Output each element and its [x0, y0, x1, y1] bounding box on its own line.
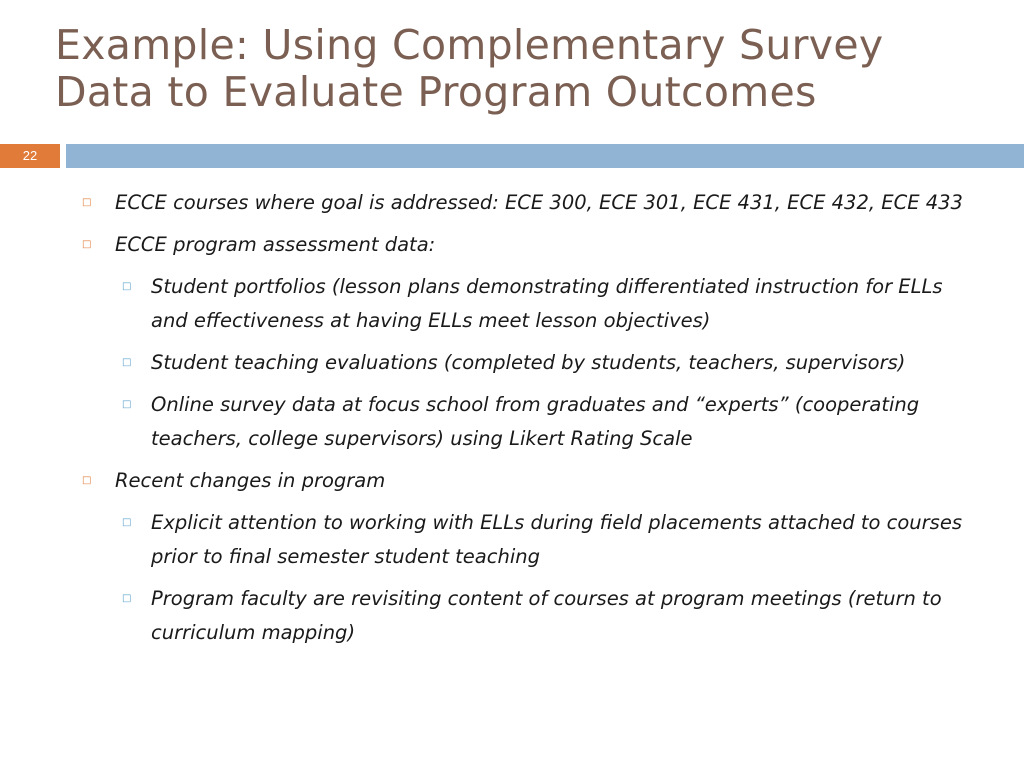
- sub-bullet-item: [80, 506, 980, 574]
- sub-bullet-item: [80, 582, 980, 650]
- slide-title: [55, 22, 1005, 116]
- bullet-text: Student portfolios (lesson plans demonstrating differentiated instruction for ELLs and effectiveness at having ELLs meet lesson objectives): [151, 275, 943, 332]
- bullet-text: Recent changes in program: [115, 469, 386, 492]
- slide-number: 22: [0, 144, 60, 168]
- bullet-text: Student teaching evaluations (completed by students, teachers, supervisors): [151, 351, 906, 374]
- bullet-text: Online survey data at focus school from graduates and “experts” (cooperating teachers, college supervisors) using Likert Rating Scale: [151, 393, 920, 450]
- square-bullet-icon: [82, 228, 91, 262]
- accent-bar: [66, 144, 1024, 168]
- square-bullet-icon: [122, 388, 131, 422]
- bullet-item: [80, 464, 980, 498]
- square-bullet-icon: [122, 346, 131, 380]
- square-bullet-icon: [82, 186, 91, 220]
- sub-bullet-item: [80, 388, 980, 456]
- slide-title-line-1: Example: Using Complementary Survey: [55, 21, 884, 69]
- bullet-text: ECCE program assessment data:: [115, 233, 436, 256]
- bullet-item: [80, 186, 980, 220]
- bullet-text: ECCE courses where goal is addressed: ECE 300, ECE 301, ECE 431, ECE 432, ECE 433: [115, 191, 963, 214]
- square-bullet-icon: [82, 464, 91, 498]
- bullet-item: [80, 228, 980, 262]
- sub-bullet-item: [80, 346, 980, 380]
- bullet-text: Explicit attention to working with ELLs during field placements attached to courses prior to final semester student teaching: [151, 511, 962, 568]
- square-bullet-icon: [122, 506, 131, 540]
- bullet-list: [80, 186, 980, 658]
- sub-bullet-item: [80, 270, 980, 338]
- square-bullet-icon: [122, 270, 131, 304]
- square-bullet-icon: [122, 582, 131, 616]
- bullet-text: Program faculty are revisiting content of courses at program meetings (return to curriculum mapping): [151, 587, 942, 644]
- slide-title-line-2: Data to Evaluate Program Outcomes: [55, 68, 817, 116]
